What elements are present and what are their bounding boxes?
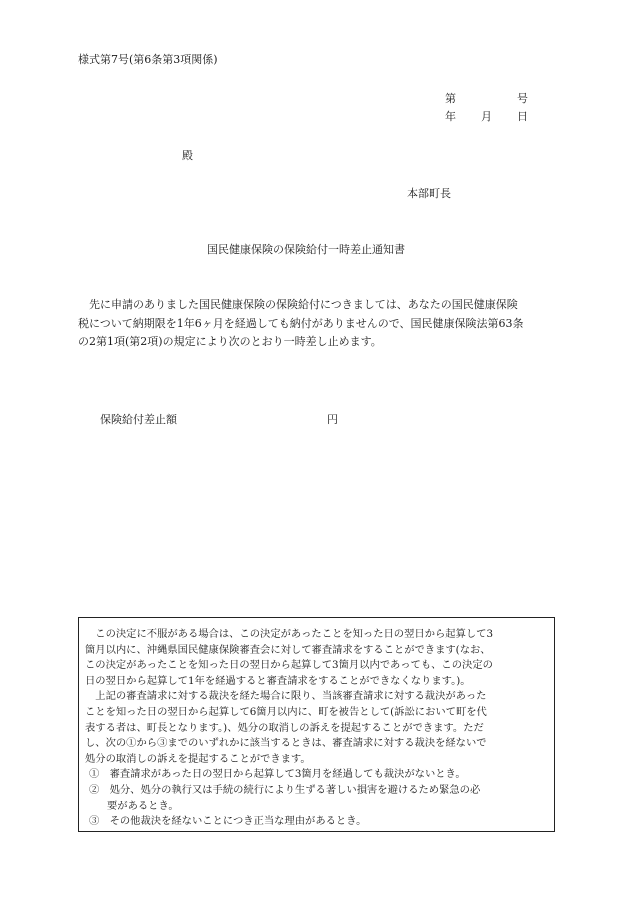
notice-line: 上記の審査請求に対する裁決を経た場合に限り、当該審査請求に対する裁決があった [85,690,487,703]
notice-item-2-continued: 要があるとき。 [107,799,179,812]
body-paragraph [78,296,553,352]
date-year-label: 年 [445,110,456,123]
item-marker: ③ [89,815,100,828]
notice-line: 箇月以内に、沖縄県国民健康保険審査会に対して審査請求をすることができます(なお、 [85,643,491,656]
sender-name: 本部町長 [407,187,451,200]
form-number: 様式第7号(第6条第3項関係) [78,53,218,66]
item-text: 審査請求があった日の翌日から起算して3箇月を経過しても裁決がないとき。 [109,768,466,781]
notice-line: ことを知った日の翌日から起算して6箇月以内に、町を被告として(訴訟において町を代 [85,705,487,718]
notice-line: し、次の①から③までのいずれかに該当するときは、審査請求に対する裁決を経ないで [85,737,487,750]
notice-line: この決定があったことを知った日の翌日から起算して3箇月以内であっても、この決定の [85,659,493,672]
item-text: 処分、処分の執行又は手続の続行により生ずる著しい損害を避けるため緊急の必 [109,783,481,796]
addressee-suffix: 殿 [182,149,193,162]
date-day-label: 日 [517,110,528,123]
doc-number-prefix: 第 [445,92,456,105]
amount-unit: 円 [327,413,338,426]
notice-line: この決定に不服がある場合は、この決定があったことを知った日の翌日から起算して3 [85,628,494,640]
appeal-notice-box [78,617,555,832]
item-marker: ② [89,783,100,796]
document-title: 国民健康保険の保険給付一時差止通知書 [207,243,405,256]
notice-line: 表する者は、町長となります。)、処分の取消しの訴えを提起することができます。ただ [85,721,484,734]
date-month-label: 月 [481,110,492,123]
notice-item-1 [85,767,548,783]
body-line: の2第1項(第2項)の規定により次のとおり一時差し止めます。 [78,335,382,348]
body-line: 税について納期限を1年6ヶ月を経過しても納付がありませんので、国民健康保険法第63条 [78,316,524,330]
amount-label: 保険給付差止額 [100,413,177,426]
notice-line: 処分の取消しの訴えを提起することができます。 [85,752,311,765]
notice-line: 日の翌日から起算して1年を経過すると審査請求をすることができなくなります。)。 [85,674,471,687]
notice-item-3 [85,814,548,830]
notice-item-2 [85,783,548,799]
item-marker: ① [89,768,100,781]
body-line: 先に申請のありました国民健康保険の保険給付につきましては、あなたの国民健康保険 [78,298,518,311]
item-text: その他裁決を経ないことにつき正当な理由があるとき。 [109,815,367,828]
doc-number-suffix: 号 [517,92,528,105]
